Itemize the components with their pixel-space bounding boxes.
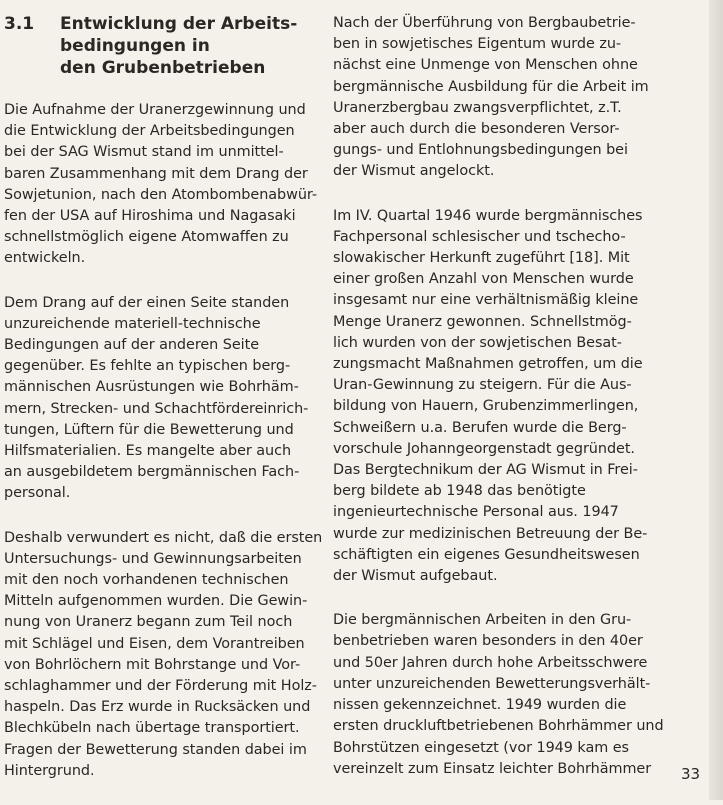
right-column bbox=[333, 13, 664, 803]
text-line: männischen Ausrüstungen wie Bohrhäm- bbox=[4, 379, 299, 396]
text-line: gegenüber. Es fehlte an typischen berg- bbox=[4, 358, 291, 375]
text-line: schäftigten ein eigenes Gesundheitswesen bbox=[333, 546, 640, 563]
text-line: mit Schlägel und Eisen, dem Vorantreiben bbox=[4, 635, 305, 652]
text-line: einer großen Anzahl von Menschen wurde bbox=[333, 271, 634, 288]
text-line: bergmännische Ausbildung für die Arbeit im bbox=[333, 78, 649, 95]
text-line: Fragen der Bewetterung standen dabei im bbox=[4, 741, 307, 758]
text-line: zungsmacht Maßnahmen getroffen, um die bbox=[333, 356, 643, 373]
text-line: lich wurden von der sowjetischen Besat- bbox=[333, 334, 622, 351]
text-line: mern, Strecken- und Schachtfördereinrich- bbox=[4, 400, 309, 417]
section-title bbox=[60, 13, 297, 79]
text-line: Sowjetunion, nach den Atombombenabwür- bbox=[4, 186, 318, 203]
section-number: 3.1 bbox=[4, 14, 35, 34]
text-line: Menge Uranerz gewonnen. Schnellstmög- bbox=[333, 313, 632, 330]
text-line: haspeln. Das Erz wurde in Rucksäcken und bbox=[4, 699, 311, 716]
text-line: Fachpersonal schlesischer und tschecho- bbox=[333, 228, 626, 245]
paragraph bbox=[4, 293, 316, 505]
text-line: nächst eine Unmenge von Menschen ohne bbox=[333, 57, 638, 74]
text-line: Mitteln aufgenommen wurden. Die Gewin- bbox=[4, 593, 308, 610]
text-line: nung von Uranerz begann zum Teil noch bbox=[4, 614, 293, 631]
text-line: insgesamt nur eine verhältnismäßig kleine bbox=[333, 292, 639, 309]
paragraph bbox=[4, 528, 323, 782]
text-line: Die bergmännischen Arbeiten in den Gru- bbox=[333, 612, 632, 629]
text-line: personal. bbox=[4, 485, 71, 502]
paragraph bbox=[333, 610, 664, 780]
text-line: vereinzelt zum Einsatz leichter Bohrhämmer bbox=[333, 760, 652, 777]
text-line: ingenieurtechnische Personal aus. 1947 bbox=[333, 504, 619, 521]
page-edge-shadow bbox=[709, 0, 723, 800]
text-line: der Wismut aufgebaut. bbox=[333, 568, 498, 585]
text-line: die Entwicklung der Arbeitsbedingungen bbox=[4, 123, 295, 140]
text-line: bei der SAG Wismut stand im unmittel- bbox=[4, 144, 284, 161]
text-line: slowakischer Herkunft zugeführt [18]. Mit bbox=[333, 250, 630, 267]
text-line: Hintergrund. bbox=[4, 762, 95, 779]
paragraph bbox=[4, 100, 316, 270]
text-line: berg bildete ab 1948 das benötigte bbox=[333, 483, 586, 500]
text-line: gungs- und Entlohnungsbedingungen bei bbox=[333, 142, 628, 159]
text-line: benbetrieben waren besonders in den 40er bbox=[333, 633, 643, 650]
text-line: Im IV. Quartal 1946 wurde bergmännisches bbox=[333, 207, 643, 224]
text-line: vorschule Johanngeorgenstadt gegründet. bbox=[333, 440, 635, 457]
text-line: Dem Drang auf der einen Seite standen bbox=[4, 294, 290, 311]
text-line: und 50er Jahren durch hohe Arbeitsschwere bbox=[333, 654, 648, 671]
paragraph bbox=[333, 13, 649, 183]
text-line: wurde zur medizinischen Betreuung der Be- bbox=[333, 525, 648, 542]
text-line: aber auch durch die besonderen Versor- bbox=[333, 121, 620, 138]
text-line: Hilfsmaterialien. Es mangelte aber auch bbox=[4, 443, 292, 460]
text-line: Untersuchungs- und Gewinnungsarbeiten bbox=[4, 550, 302, 567]
text-line: an ausgebildetem bergmännischen Fach- bbox=[4, 464, 300, 481]
text-line: fen der USA auf Hiroshima und Nagasaki bbox=[4, 208, 296, 225]
text-line: mit den noch vorhandenen technischen bbox=[4, 572, 289, 589]
text-line: unzureichende materiell-technische bbox=[4, 315, 261, 332]
page-number: 33 bbox=[681, 765, 701, 783]
text-line: Die Aufnahme der Uranerzgewinnung und bbox=[4, 102, 306, 118]
text-line: Uran-Gewinnung zu steigern. Für die Aus- bbox=[333, 377, 632, 394]
text-line: Nach der Überführung von Bergbaubetrie- bbox=[333, 15, 636, 31]
left-paragraphs bbox=[4, 100, 323, 782]
paragraph bbox=[333, 206, 648, 588]
section-title-line: bedingungen in bbox=[60, 36, 210, 56]
text-line: Bohrstützen eingesetzt (vor 1949 kam es bbox=[333, 739, 629, 756]
text-line: nissen gekennzeichnet. 1949 wurden die bbox=[333, 697, 627, 714]
text-line: schlaghammer und der Förderung mit Holz- bbox=[4, 678, 317, 695]
text-line: Schweißern u.a. Berufen wurde die Berg- bbox=[333, 419, 627, 436]
text-line: tungen, Lüftern für die Bewetterung und bbox=[4, 421, 294, 438]
text-line: entwickeln. bbox=[4, 250, 86, 267]
text-line: Bedingungen auf der anderen Seite bbox=[4, 337, 260, 354]
text-line: baren Zusammenhang mit dem Drang der bbox=[4, 165, 308, 182]
section-title-line: den Grubenbetrieben bbox=[60, 58, 266, 78]
text-line: Das Bergtechnikum der AG Wismut in Frei- bbox=[333, 462, 638, 479]
left-column bbox=[4, 13, 323, 805]
text-line: Uranerzbergbau zwangsverpflichtet, z.T. bbox=[333, 99, 622, 116]
section-heading bbox=[4, 13, 316, 79]
text-line: Deshalb verwundert es nicht, daß die ersten bbox=[4, 529, 323, 546]
section-title-line: Entwicklung der Arbeits- bbox=[60, 14, 298, 34]
text-line: der Wismut angelockt. bbox=[333, 163, 495, 180]
text-line: von Bohrlöchern mit Bohrstange und Vor- bbox=[4, 656, 301, 673]
text-line: schnellstmöglich eigene Atomwaffen zu bbox=[4, 229, 289, 246]
text-line: unter unzureichenden Bewetterungsverhält- bbox=[333, 675, 651, 692]
text-line: Blechkübeln nach übertage transportiert. bbox=[4, 720, 300, 737]
text-line: bildung von Hauern, Grubenzimmerlingen, bbox=[333, 398, 639, 415]
right-paragraphs bbox=[333, 13, 664, 780]
text-line: ersten druckluftbetriebenen Bohrhämmer und bbox=[333, 718, 664, 735]
text-line: ben in sowjetisches Eigentum wurde zu- bbox=[333, 36, 622, 53]
